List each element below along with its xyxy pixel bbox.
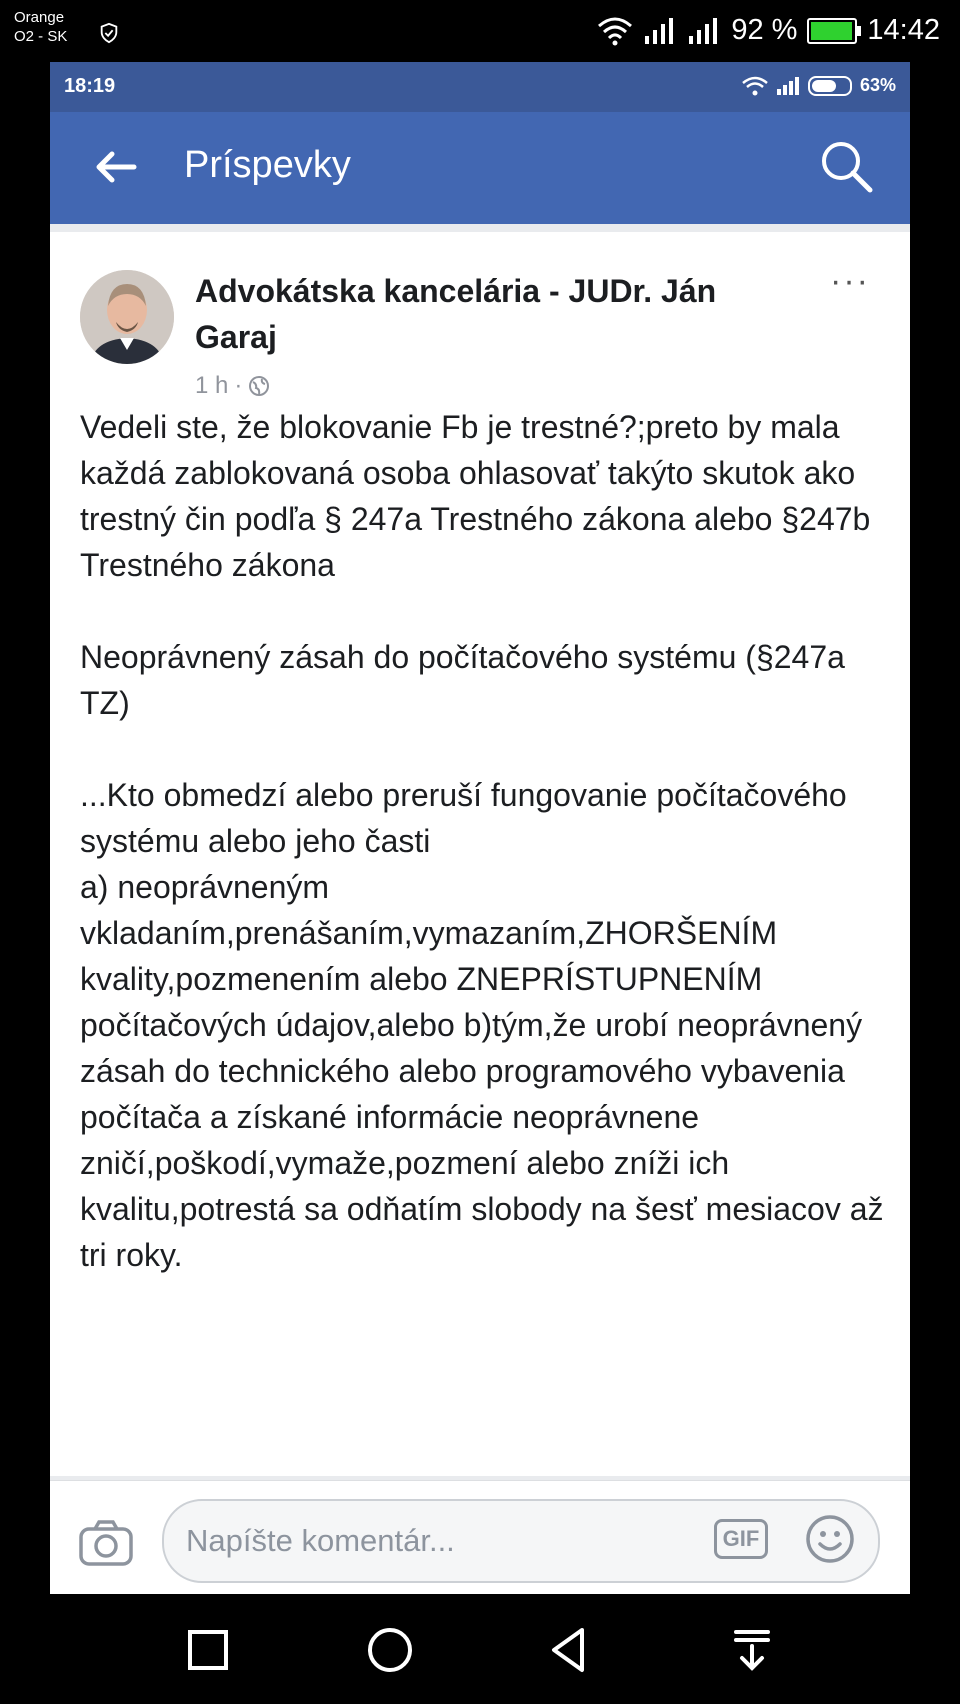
circle-icon[interactable] — [362, 1622, 418, 1678]
meta-separator: · — [234, 372, 243, 399]
inner-status-right — [742, 75, 896, 96]
post-time[interactable]: 1 h — [195, 372, 229, 399]
post-meta — [195, 372, 270, 400]
app-bar — [50, 112, 910, 224]
emoji-icon[interactable] — [804, 1513, 856, 1565]
inner-clock: 18:19 — [64, 75, 116, 97]
notification-pull-icon[interactable] — [724, 1622, 780, 1678]
carrier-line2: O2 - SK — [14, 28, 68, 45]
system-nav-bar — [0, 1594, 960, 1704]
post-card — [50, 232, 910, 1476]
inner-status-bar — [50, 62, 910, 112]
back-arrow-icon[interactable] — [90, 142, 140, 192]
comment-bar — [50, 1480, 910, 1594]
avatar[interactable] — [80, 270, 174, 364]
signal-icon — [687, 16, 721, 46]
carrier-line1: Orange — [14, 9, 65, 26]
battery-icon — [807, 18, 857, 44]
carrier-label — [14, 8, 67, 46]
battery-icon — [808, 76, 852, 96]
battery-percent: 92 % — [731, 14, 798, 46]
gif-icon[interactable]: GIF — [714, 1519, 768, 1559]
clock: 14:42 — [867, 14, 940, 46]
square-icon[interactable] — [180, 1622, 236, 1678]
comment-input[interactable] — [162, 1499, 880, 1583]
outer-status-bar — [0, 0, 960, 62]
shield-icon — [98, 22, 120, 44]
wifi-icon — [597, 16, 633, 46]
post-author[interactable]: Advokátska kancelária - JUDr. Ján Garaj — [195, 273, 717, 355]
more-options-button[interactable]: ··· — [830, 262, 870, 300]
wifi-icon — [742, 76, 768, 96]
camera-icon[interactable] — [78, 1519, 134, 1567]
signal-icon — [776, 77, 800, 95]
inner-battery-percent: 63% — [859, 75, 896, 95]
globe-icon — [248, 375, 270, 397]
triangle-back-icon[interactable] — [542, 1622, 598, 1678]
page-title: Príspevky — [184, 144, 351, 186]
comment-placeholder: Napíšte komentár... — [186, 1523, 455, 1558]
outer-status-right — [597, 14, 940, 47]
signal-icon — [643, 16, 677, 46]
search-icon[interactable] — [816, 136, 876, 196]
post-body: Vedeli ste, že blokovanie Fb je trestné?;preto by mala každá zablokovaná osoba ohlasovať takýto skutok ako trestný čin podľa § 247a Trestného zákona alebo §247b Trestného zákona Neoprávnený zásah do počítačového systému (§247a TZ) ...Kto obmedzí alebo preruší fungovanie počítačového systému alebo jeho časti a) neoprávneným vkladaním,prenášaním,vymazaním,ZHORŠENÍM kvality,pozmenením alebo ZNEPRÍSTUPNENÍM počítačových údajov,alebo b)tým,že urobí neoprávnený zásah do technického alebo programového vybavenia počítača a získané informácie neoprávnene zničí,poškodí,vymaže,pozmení alebo zníži ich kvalitu,potrestá sa odňatím slobody na šesť mesiacov až tri roky. — [80, 409, 884, 1273]
app-screen — [50, 62, 910, 1594]
